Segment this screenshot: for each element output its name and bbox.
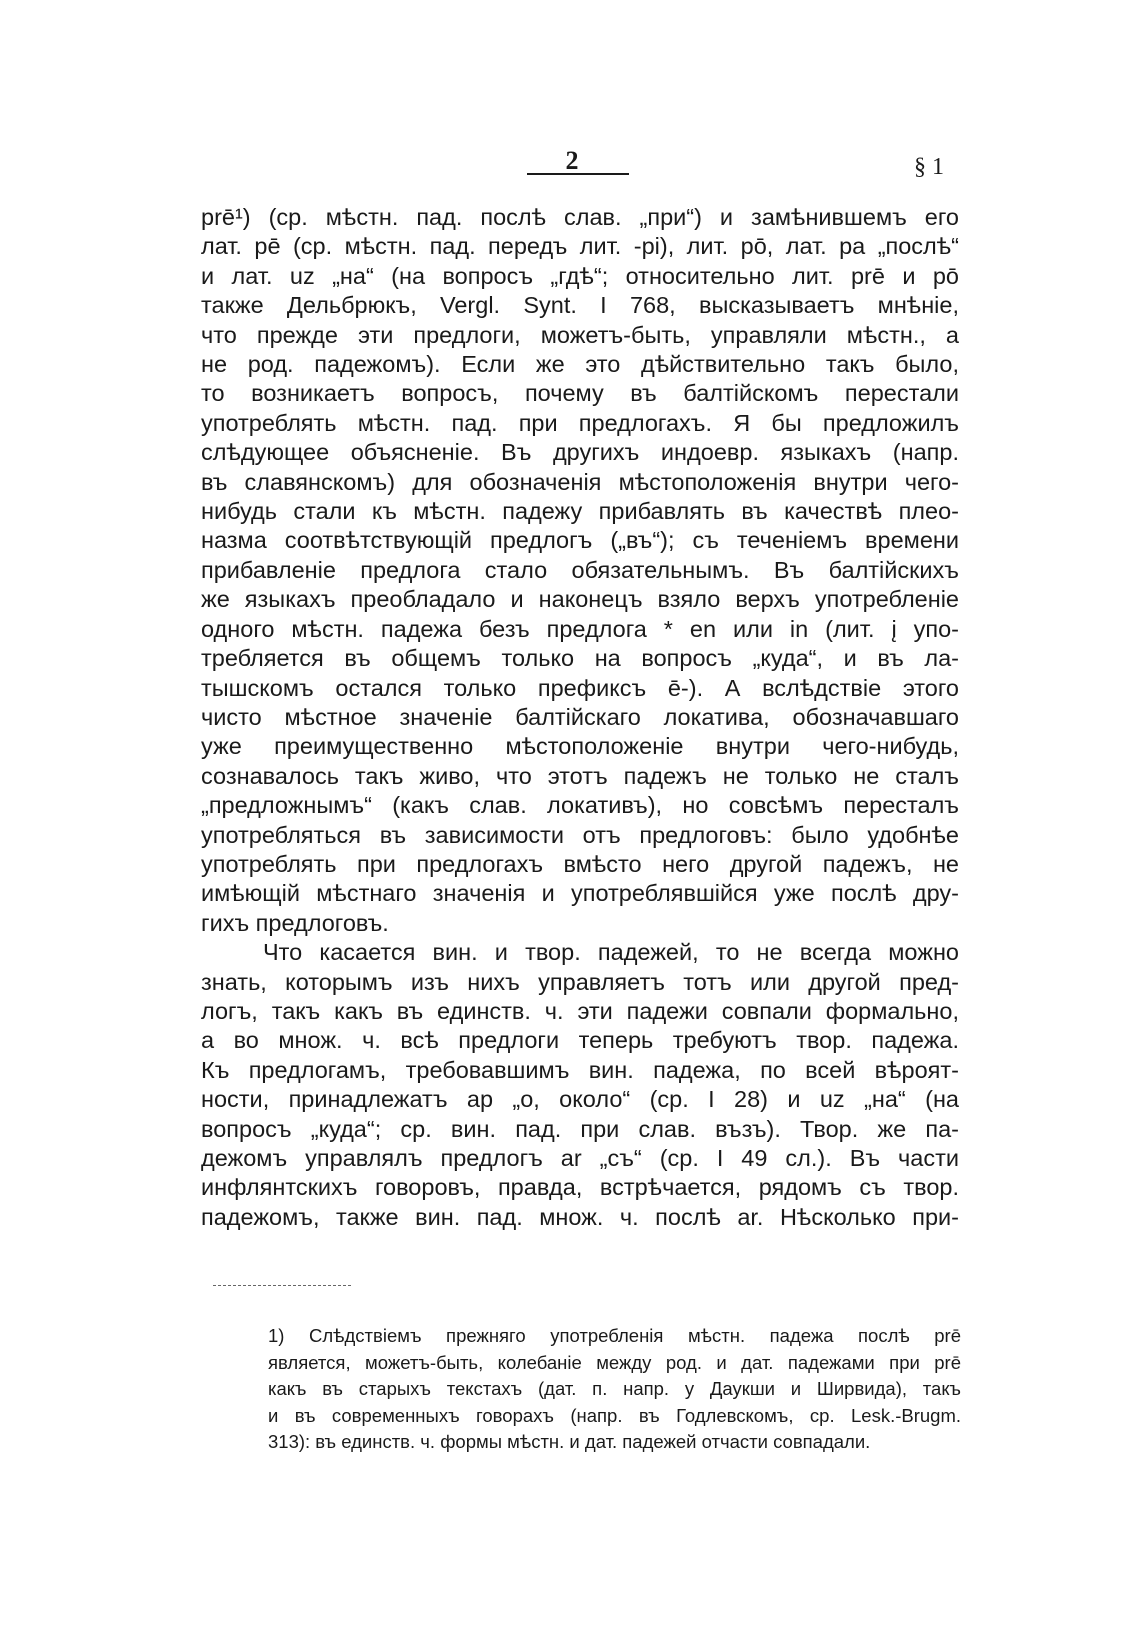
body-line: также Дельбрюкъ, Vergl. Synt. I 768, высказываетъ мнѣніе, bbox=[201, 292, 959, 319]
body-line: вопросъ „куда“; ср. вин. пад. при слав. възъ). Твор. же па- bbox=[201, 1115, 959, 1142]
page-number: 2 bbox=[565, 146, 579, 175]
body-line: нибудь стали къ мѣстн. падежу прибавлять въ качествѣ плео- bbox=[201, 498, 959, 525]
body-line: а во множ. ч. всѣ предлоги теперь требуютъ твор. падежа. bbox=[201, 1027, 959, 1054]
footnote-line: является, можетъ-быть, колебаніе между род. и дат. падежами при prē bbox=[268, 1351, 961, 1373]
footnote-line: 313): въ единств. ч. формы мѣстн. и дат. падежей отчасти совпадали. bbox=[268, 1431, 871, 1453]
body-line: „предложнымъ“ (какъ слав. локативъ), но совсѣмъ пересталъ bbox=[201, 792, 959, 819]
footnote-line: 1) Слѣдствіемъ прежняго употребленія мѣстн. падежа послѣ prē bbox=[268, 1325, 961, 1346]
body-line: въ славянскомъ) для обозначенія мѣстоположенія внутри чего- bbox=[201, 468, 959, 495]
body-line: употребляться въ зависимости отъ предлоговъ: было удобнѣе bbox=[201, 821, 959, 848]
footnote-rule bbox=[213, 1285, 351, 1286]
footnote-line: какъ въ старыхъ текстахъ (дат. п. напр. у Даукши и Ширвида), такъ bbox=[268, 1378, 961, 1400]
body-line: падежомъ, также вин. пад. множ. ч. послѣ ar. Нѣсколько при- bbox=[201, 1203, 959, 1230]
body-line: и лат. uz „на“ (на вопросъ „гдѣ“; относительно лит. prē и pō bbox=[201, 262, 959, 289]
body-line: имѣющій мѣстнаго значенія и употреблявшійся уже послѣ дру- bbox=[201, 880, 959, 907]
body-line: то возникаетъ вопросъ, почему въ балтійскомъ перестали bbox=[201, 380, 959, 407]
header-rule bbox=[527, 173, 629, 175]
body-line: Что касается вин. и твор. падежей, то не всегда можно bbox=[263, 939, 959, 966]
body-line: prē¹) (ср. мѣстн. пад. послѣ слав. „при“) и замѣнившемъ его bbox=[201, 204, 959, 230]
body-line: прибавленіе предлога стало обязательнымъ. Въ балтійскихъ bbox=[201, 556, 959, 583]
body-line: тышскомъ остался только префиксъ ē-). А вслѣдствіе этого bbox=[201, 674, 959, 701]
body-line: что прежде эти предлоги, можетъ-быть, управляли мѣстн., а bbox=[201, 321, 959, 348]
body-line: чисто мѣстное значеніе балтійскаго локатива, обозначавшаго bbox=[201, 703, 959, 730]
body-line: употреблять при предлогахъ вмѣсто него другой падежъ, не bbox=[201, 850, 959, 877]
body-line: Къ предлогамъ, требовавшимъ вин. падежа, по всей вѣроят- bbox=[201, 1056, 959, 1083]
body-line: слѣдующее объясненіе. Въ другихъ индоевр. языкахъ (напр. bbox=[201, 439, 959, 466]
body-line: инфлянтскихъ говоровъ, правда, встрѣчается, рядомъ съ твор. bbox=[201, 1174, 959, 1201]
body-line: лат. pē (ср. мѣстн. пад. передъ лит. -pi), лит. pō, лат. pa „послѣ“ bbox=[201, 233, 959, 260]
body-line: знать, которымъ изъ нихъ управляетъ тотъ или другой пред- bbox=[201, 968, 959, 995]
body-line: уже преимущественно мѣстоположеніе внутри чего-нибудь, bbox=[201, 733, 959, 760]
body-line: дежомъ управлялъ предлогъ ar „съ“ (ср. I 49 сл.). Въ части bbox=[201, 1145, 959, 1171]
body-line: же языкахъ преобладало и наконецъ взяло верхъ употребленіе bbox=[201, 586, 959, 613]
body-line: употреблять мѣстн. пад. при предлогахъ. Я бы предложилъ bbox=[201, 409, 959, 436]
body-line: требляется въ общемъ только на вопросъ „куда“, и въ ла- bbox=[201, 645, 959, 672]
body-line: ности, принадлежатъ ap „о, около“ (ср. I 28) и uz „на“ (на bbox=[201, 1086, 959, 1113]
body-line: одного мѣстн. падежа безъ предлога * en или in (лит. į упо- bbox=[201, 615, 959, 642]
footnote-line: и въ современныхъ говорахъ (напр. въ Годлевскомъ, ср. Lesk.-Brugm. bbox=[268, 1404, 961, 1426]
body-text bbox=[201, 203, 959, 1232]
body-line: назма соотвѣтствующій предлогъ („въ“); съ теченіемъ времени bbox=[201, 527, 959, 554]
body-line: логъ, такъ какъ въ единств. ч. эти падежи совпали формально, bbox=[201, 997, 959, 1024]
body-line: сознавалось такъ живо, что этотъ падежъ не только не сталъ bbox=[201, 762, 959, 789]
footnote bbox=[268, 1323, 961, 1456]
body-line: гихъ предлоговъ. bbox=[201, 909, 389, 936]
section-mark: § 1 bbox=[914, 154, 944, 180]
body-line: не род. падежомъ). Если же это дѣйствительно такъ было, bbox=[201, 351, 959, 378]
